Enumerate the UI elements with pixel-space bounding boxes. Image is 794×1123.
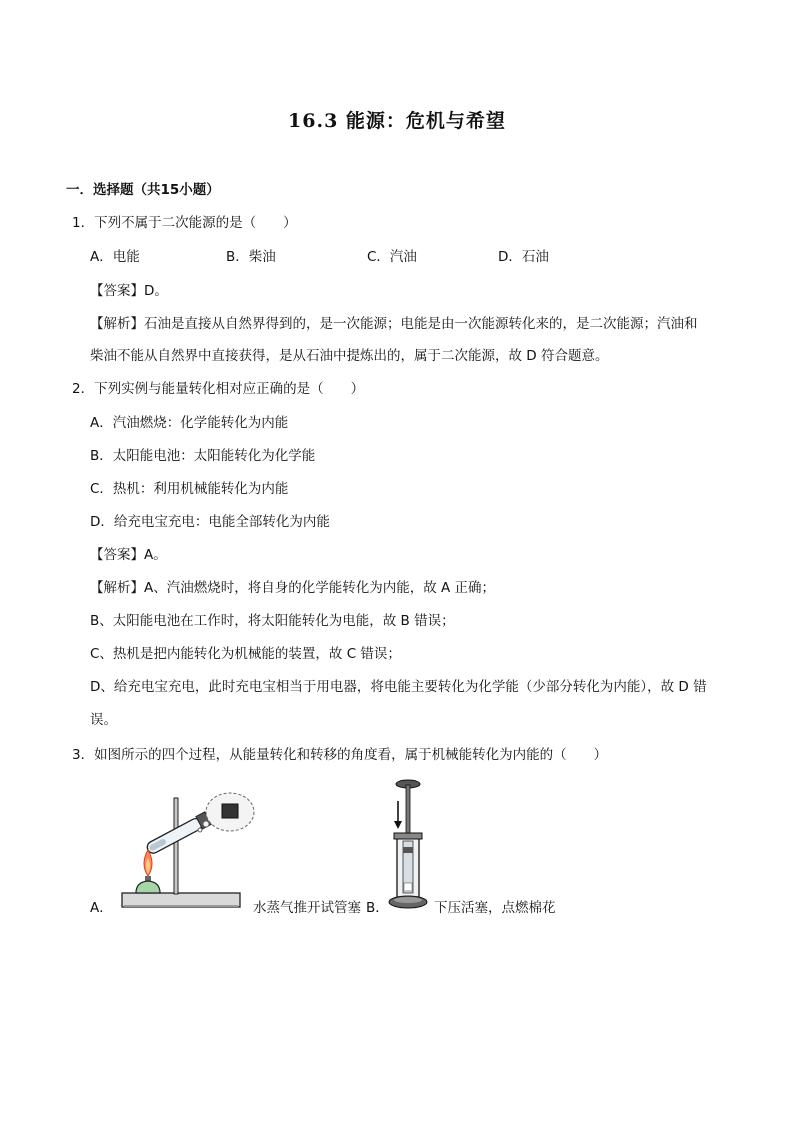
q2-option-b: B．太阳能电池：太阳能转化为化学能 [90,448,316,464]
q3-stem: 3．如图所示的四个过程，从能量转化和转移的角度看，属于机械能转化为内能的（ ） [72,747,608,763]
q2-option-a: A．汽油燃烧：化学能转化为内能 [90,415,289,431]
q1-option-b: B．柴油 [226,249,276,265]
q2-analysis-line-2: B、太阳能电池在工作时，将太阳能转化为电能，故 B 错误； [90,613,455,629]
page-title: 16.3 能源：危机与希望 [288,110,506,132]
q2-stem: 2．下列实例与能量转化相对应正确的是（ ） [72,381,365,397]
q1-analysis-line-1: 【解析】石油是直接从自然界得到的，是一次能源；电能是由一次能源转化来的，是二次能源；汽油和 [90,316,698,332]
section-heading: 一．选择题（共15小题） [66,182,220,198]
q3-option-a-letter: A． [90,900,113,916]
q1-option-a: A．电能 [90,249,140,265]
piston-tube-figure [384,775,436,913]
q3-option-b-caption: 下压活塞，点燃棉花 [434,900,556,916]
q1-option-d: D．石油 [498,249,549,265]
q2-analysis-line-4: D、给充电宝充电，此时充电宝相当于用电器，将电能主要转化为化学能（少部分转化为内能），故 D 错 [90,679,707,695]
q3-option-a-caption: 水蒸气推开试管塞 [253,900,361,916]
q2-analysis-line-5: 误。 [90,712,117,728]
q2-option-c: C．热机：利用机械能转化为内能 [90,481,289,497]
q3-option-b-letter: B． [366,900,389,916]
stopper-bubble-figure [196,790,258,838]
q2-analysis-line-1: 【解析】A、汽油燃烧时，将自身的化学能转化为内能，故 A 正确； [90,580,496,596]
q2-answer: 【答案】A。 [90,547,167,563]
q2-analysis-line-3: C、热机是把内能转化为机械能的装置，故 C 错误； [90,646,401,662]
q1-analysis-line-2: 柴油不能从自然界中直接获得，是从石油中提炼出的，属于二次能源，故 D 符合题意。 [90,348,609,364]
q2-option-d: D．给充电宝充电：电能全部转化为内能 [90,514,330,530]
q1-answer: 【答案】D。 [90,283,168,299]
q1-stem: 1．下列不属于二次能源的是（ ） [72,215,297,231]
q1-option-c: C．汽油 [367,249,417,265]
